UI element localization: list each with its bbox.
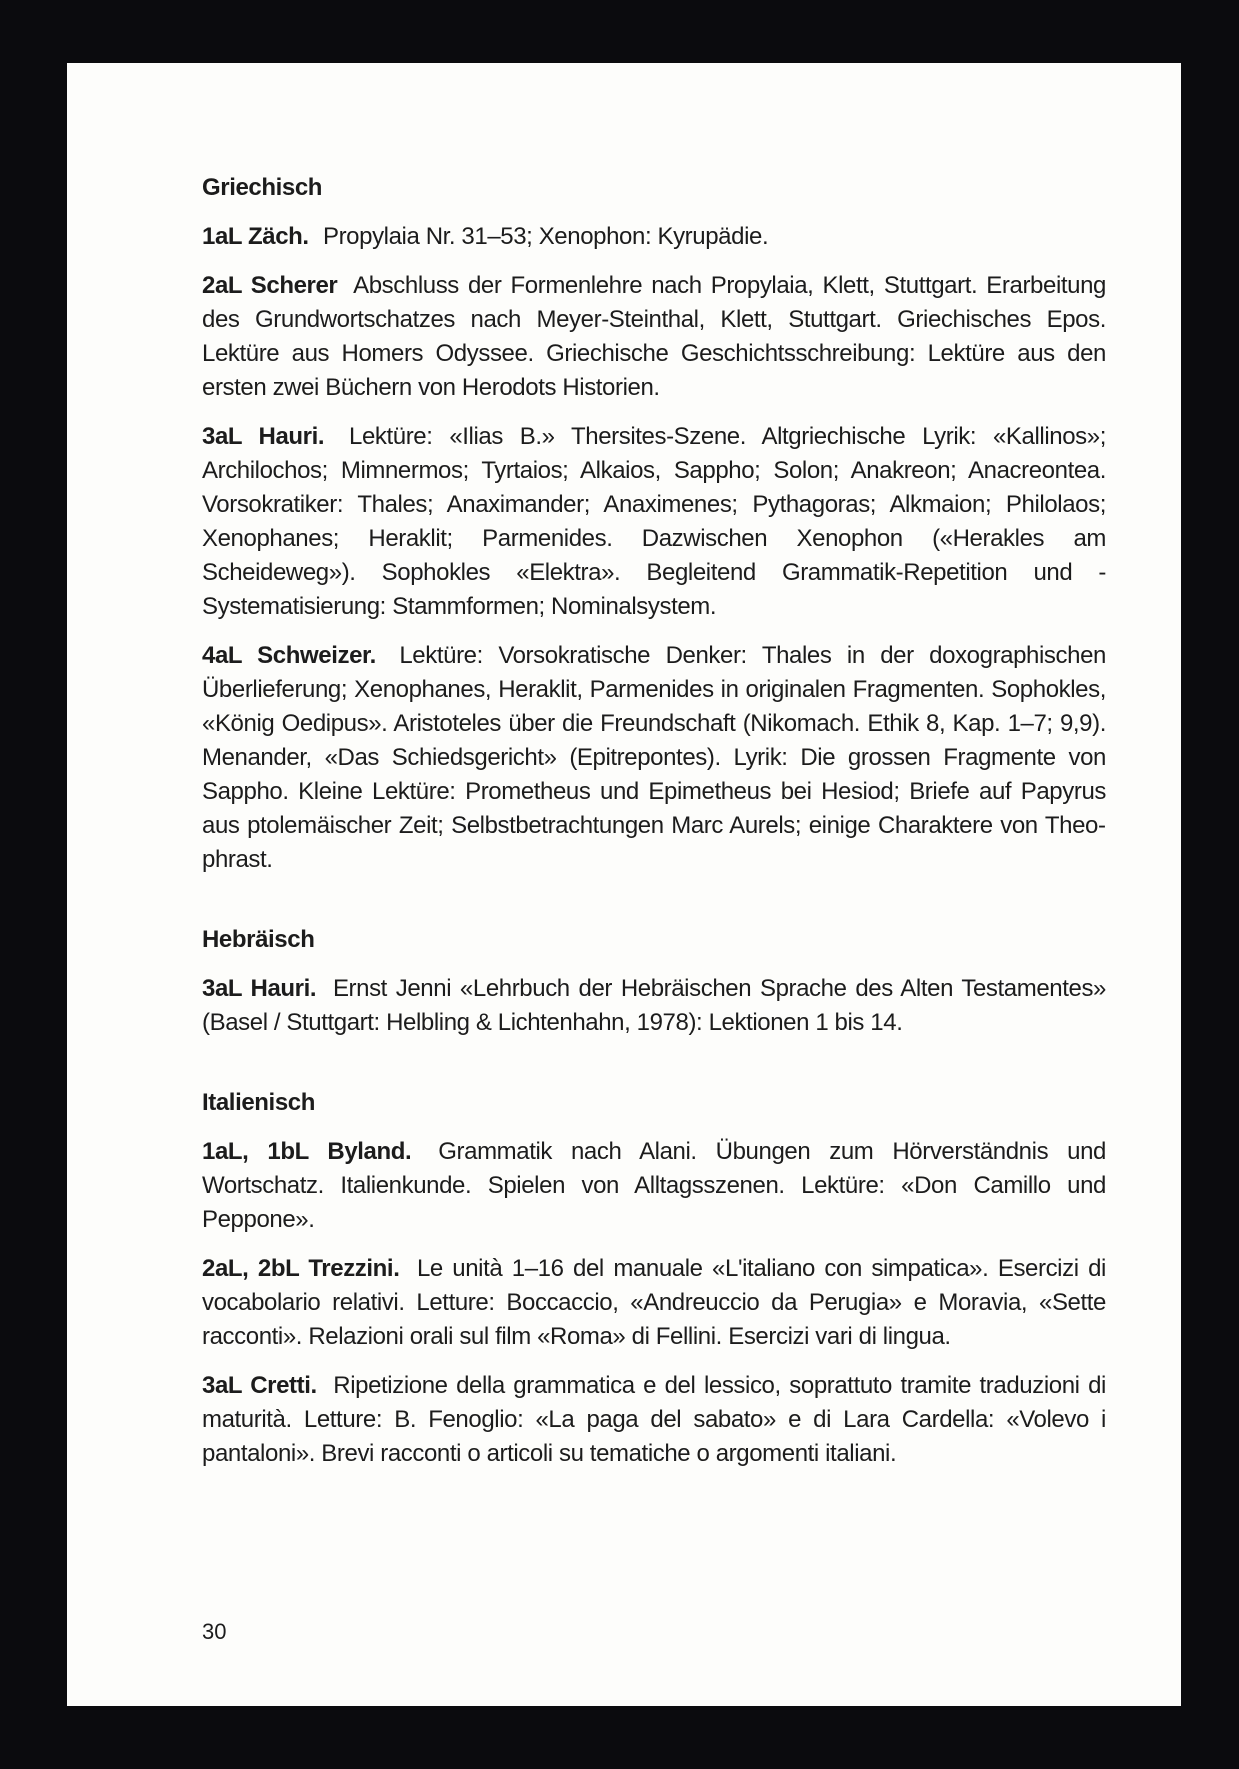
class-teacher: 1aL, 1bL Byland. bbox=[202, 1138, 412, 1165]
course-entry bbox=[202, 269, 1106, 405]
class-teacher: 4aL Schweizer. bbox=[202, 642, 376, 669]
section-title: Hebräisch bbox=[202, 926, 315, 953]
course-description: Propylaia Nr. 31–53; Xenophon: Kyrupädie. bbox=[322, 223, 769, 250]
page-content bbox=[202, 171, 1106, 1517]
section-hebraeisch bbox=[202, 923, 1106, 1040]
course-entry bbox=[202, 1369, 1106, 1471]
class-teacher: 3aL Cretti. bbox=[202, 1372, 317, 1399]
section-griechisch bbox=[202, 171, 1106, 877]
class-teacher: 1aL Zäch. bbox=[202, 223, 309, 250]
course-entry bbox=[202, 220, 1106, 254]
course-entry bbox=[202, 420, 1106, 624]
document-page bbox=[67, 63, 1181, 1706]
class-teacher: 2aL Scherer bbox=[202, 272, 338, 299]
section-title: Griechisch bbox=[202, 174, 323, 201]
page-number: 30 bbox=[202, 1619, 227, 1644]
class-teacher: 3aL Hauri. bbox=[202, 423, 325, 450]
course-description: Grammatik nach Alani. Übungen zum Hörverständnis und Wortschatz. Italienkunde. Spielen von Alltagsszenen. Lektüre: «Don Camillo und Peppone». bbox=[202, 1138, 1106, 1233]
course-entry bbox=[202, 639, 1106, 877]
class-teacher: 3aL Hauri. bbox=[202, 975, 317, 1002]
course-description: Le unità 1–16 del manuale «L'italiano con simpatica». Esercizi di vocabolario relativi. Letture: Boccaccio, «Andreuccio da Perugia» e Moravia, «Sette racconti». Relazioni orali sul film «Roma» di Fellini. Esercizi vari di lingua. bbox=[202, 1255, 1106, 1350]
section-italienisch bbox=[202, 1086, 1106, 1471]
class-teacher: 2aL, 2bL Trezzini. bbox=[202, 1255, 400, 1282]
section-title: Italienisch bbox=[202, 1089, 315, 1116]
course-entry bbox=[202, 1135, 1106, 1237]
course-entry bbox=[202, 1252, 1106, 1354]
course-description: Ernst Jenni «Lehrbuch der Hebräischen Sprache des Alten Testamentes» (Basel / Stuttgart: Helbling & Lichtenhahn, 1978): Lektionen 1 bis 14. bbox=[202, 975, 1106, 1036]
course-description: Lektüre: Vorsokratische Denker: Thales in der doxographischen Überlieferung; Xenophanes, Heraklit, Parmenides in originalen Fragmenten. Sophokles, «König Oedipus». Aristoteles über die Freundschaft (Nikomach. Ethik 8, Kap. 1–7; 9,9). Menander, «Das Schiedsgericht» (Epitrepontes). Lyrik: Die grossen Fragmente von Sappho. Kleine Lektüre: Prometheus und Epimetheus bei Hesiod; Briefe auf Papyrus aus ptolemäischer Zeit; Selbstbetrachtungen Marc Aurels; einige Charaktere von Theophrast. bbox=[202, 642, 1106, 873]
course-description: Abschluss der Formenlehre nach Propylaia, Klett, Stuttgart. Erarbeitung des Grundwortschatzes nach Meyer-Steinthal, Klett, Stuttgart. Griechisches Epos. Lektüre aus Homers Odyssee. Griechische Geschichtsschreibung: Lektüre aus den ersten zwei Büchern von Herodots Historien. bbox=[202, 272, 1106, 401]
course-entry bbox=[202, 972, 1106, 1040]
course-description: Ripetizione della grammatica e del lessico, soprattuto tramite traduzioni di maturità. Letture: B. Fenoglio: «La paga del sabato» e di Lara Cardella: «Volevo i pantaloni». Brevi racconti o articoli su tematiche o argomenti italiani. bbox=[202, 1372, 1106, 1467]
course-description: Lektüre: «Ilias B.» Thersites-Szene. Altgriechische Lyrik: «Kallinos»; Archilochos; Mimnermos; Tyrtaios; Alkaios, Sappho; Solon; Anakreon; Anacreontea. Vorsokratiker: Thales; Anaximander; Anaximenes; Pythagoras; Alkmaion; Philolaos; Xenophanes; Heraklit; Parmenides. Dazwischen Xenophon («Herakles am Scheideweg»). Sophokles «Elektra». Begleitend Grammatik-Repetition und -Systematisierung: Stammformen; Nominalsystem. bbox=[202, 423, 1106, 620]
